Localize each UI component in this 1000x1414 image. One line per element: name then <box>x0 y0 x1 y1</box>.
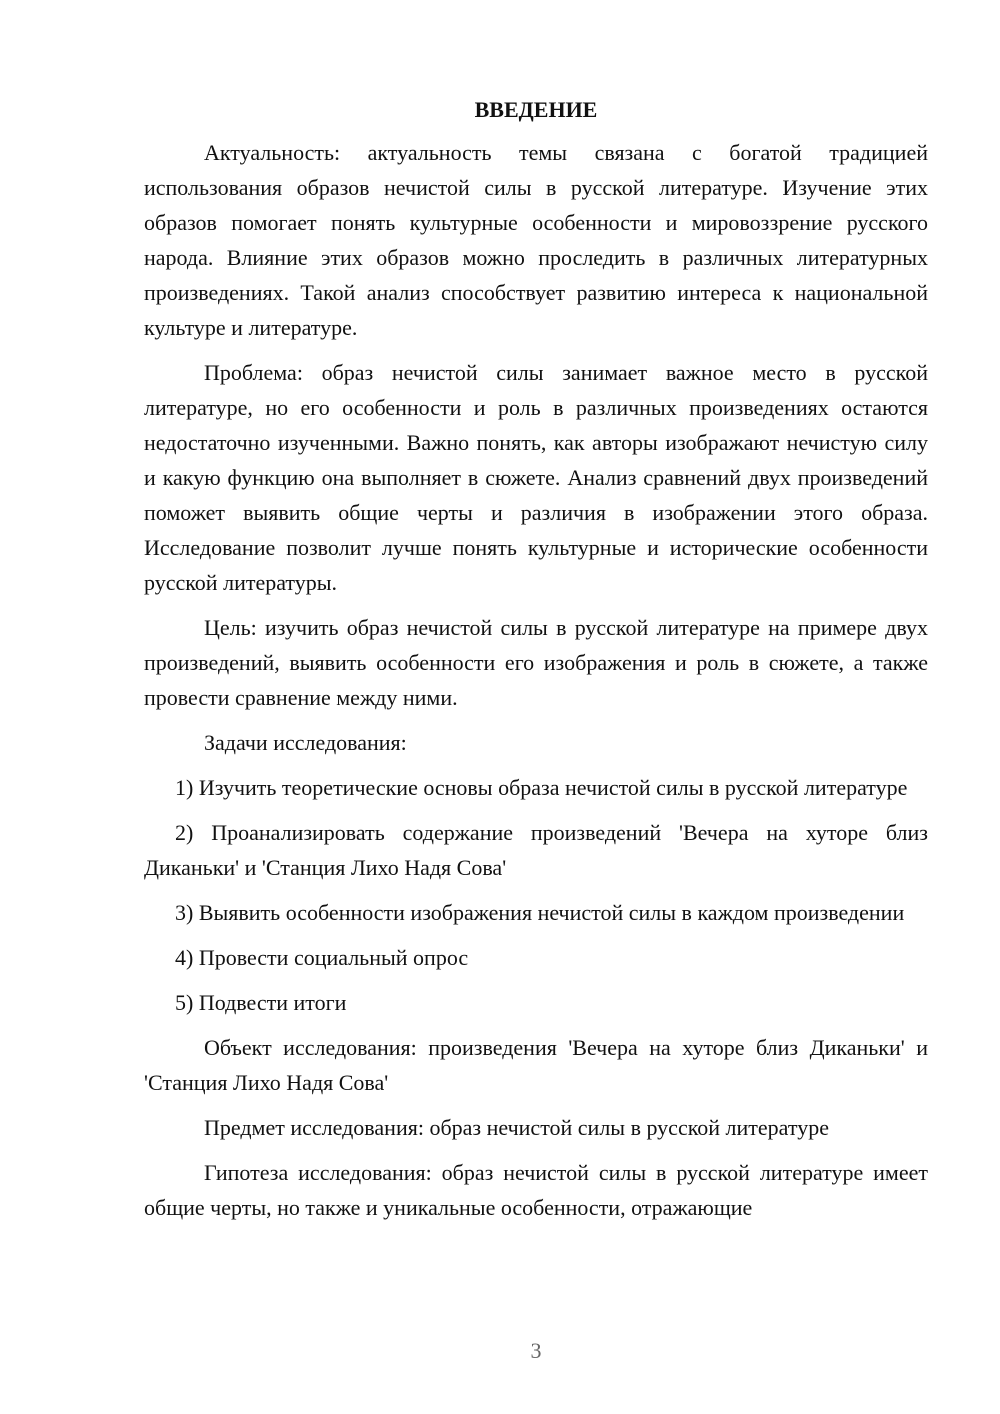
tasks-title: Задачи исследования: <box>204 730 407 755</box>
problem-paragraph: Проблема: образ нечистой силы занимает важное место в русской литературе, но его особенности и роль в различных произведениях остаются недостаточно изученными. Важно понять, как авторы изображают нечистую силу и какую функцию она выполняет в сюжете. Анализ сравнений двух произведений поможет выявить общие черты и различия в изображении этого образа. Исследование позволит лучше понять культурные и исторические особенности русской литературы. <box>144 360 928 595</box>
task-item-5: 5) Подвести итоги <box>175 990 347 1015</box>
page-content <box>144 92 928 1235</box>
task-item-2: 2) Проанализировать содержание произведений 'Вечера на хуторе близ Диканьки' и 'Станция Лихо Надя Сова' <box>144 820 928 880</box>
task-item-1: 1) Изучить теоретические основы образа нечистой силы в русской литературе <box>175 775 908 800</box>
goal-paragraph: Цель: изучить образ нечистой силы в русской литературе на примере двух произведений, выявить особенности его изображения и роль в сюжете, а также провести сравнение между ними. <box>144 615 928 710</box>
relevance-paragraph: Актуальность: актуальность темы связана с богатой традицией использования образов нечистой силы в русской литературе. Изучение этих образов помогает понять культурные особенности и мировоззрение русского народа. Влияние этих образов можно проследить в различных литературных произведениях. Такой анализ способствует развитию интереса к национальной культуре и литературе. <box>144 140 928 340</box>
task-item-3: 3) Выявить особенности изображения нечистой силы в каждом произведении <box>175 900 905 925</box>
object-paragraph: Объект исследования: произведения 'Вечера на хуторе близ Диканьки' и 'Станция Лихо Надя Сова' <box>144 1035 928 1095</box>
subject-paragraph: Предмет исследования: образ нечистой силы в русской литературе <box>204 1115 829 1140</box>
section-heading: ВВЕДЕНИЕ <box>474 97 598 122</box>
task-item-4: 4) Провести социальный опрос <box>175 945 469 970</box>
hypothesis-paragraph: Гипотеза исследования: образ нечистой силы в русской литературе имеет общие черты, но также и уникальные особенности, отражающие <box>144 1160 928 1220</box>
page-number: 3 <box>530 1338 542 1363</box>
